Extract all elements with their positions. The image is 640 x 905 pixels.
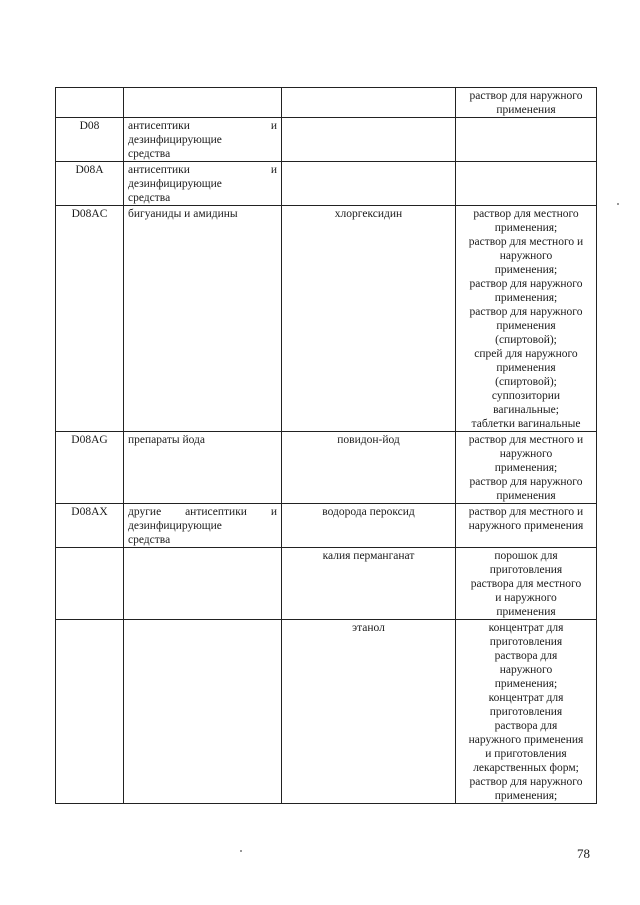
dosage-form-line: (спиртовой); <box>495 334 557 346</box>
dosage-form-line: раствор для наружного <box>469 476 583 488</box>
atc-code-cell: D08AC <box>56 206 124 432</box>
medicine-name-cell: хлоргексидин <box>282 206 456 432</box>
dosage-form-cell <box>456 206 597 432</box>
scan-speck <box>240 850 242 852</box>
page-number: 78 <box>577 846 590 861</box>
dosage-form-line: приготовления <box>489 706 563 718</box>
dosage-form-line: раствор для наружного <box>469 90 583 102</box>
group-text-line: препараты йода <box>128 434 205 446</box>
group-text-line: бигуаниды и амидины <box>128 208 238 220</box>
dosage-form-line: спрей для наружного <box>474 348 578 360</box>
dosage-form-cell <box>456 548 597 620</box>
dosage-form-line: порошок для <box>494 550 558 562</box>
anatomical-therapeutic-group-cell <box>124 88 282 118</box>
atc-code-cell: D08A <box>56 162 124 206</box>
medicine-name-cell <box>282 88 456 118</box>
dosage-form-line: концентрат для <box>488 622 564 634</box>
medicine-name-cell <box>282 162 456 206</box>
dosage-form-cell <box>456 88 597 118</box>
dosage-form-line: наружного <box>499 664 553 676</box>
table-row <box>56 162 597 206</box>
dosage-form-cell <box>456 432 597 504</box>
dosage-form-line: применения <box>496 362 556 374</box>
atc-code-cell <box>56 620 124 804</box>
table-row <box>56 548 597 620</box>
dosage-form-line: наружного <box>499 448 553 460</box>
dosage-form-line: применения <box>496 606 556 618</box>
dosage-form-line: таблетки вагинальные <box>471 418 581 430</box>
dosage-form-cell <box>456 118 597 162</box>
group-text-line: средства <box>128 192 171 204</box>
table-body <box>56 88 597 804</box>
dosage-form-line: раствор для наружного <box>469 278 583 290</box>
atc-code-cell: D08 <box>56 118 124 162</box>
medicine-name-cell: этанол <box>282 620 456 804</box>
atc-code-cell <box>56 548 124 620</box>
dosage-form-line: применения <box>496 104 556 116</box>
dosage-form-line: лекарственных форм; <box>473 762 579 774</box>
anatomical-therapeutic-group-cell <box>124 504 282 548</box>
dosage-form-line: раствор для местного и <box>468 236 584 248</box>
atc-code-cell: D08AG <box>56 432 124 504</box>
dosage-form-line: наружного применения <box>468 734 584 746</box>
table-row <box>56 88 597 118</box>
dosage-form-line: раствор для наружного <box>469 776 583 788</box>
table-row <box>56 118 597 162</box>
dosage-form-line: применения; <box>494 264 558 276</box>
dosage-form-line: раствора для местного <box>470 578 582 590</box>
dosage-form-cell <box>456 504 597 548</box>
dosage-form-line: применения; <box>494 462 558 474</box>
dosage-form-line: раствор для наружного <box>469 306 583 318</box>
dosage-form-line: применения; <box>494 292 558 304</box>
table-row <box>56 504 597 548</box>
group-text-line: дезинфицирующие <box>128 520 222 532</box>
dosage-form-line: суппозитории <box>491 390 561 402</box>
group-text-line: антисептики и <box>128 164 277 176</box>
dosage-form-line: наружного применения <box>468 520 584 532</box>
dosage-form-line: применения; <box>494 790 558 802</box>
medicine-name-cell: калия перманганат <box>282 548 456 620</box>
scan-speck <box>617 203 619 205</box>
dosage-form-cell <box>456 162 597 206</box>
anatomical-therapeutic-group-cell <box>124 620 282 804</box>
anatomical-therapeutic-group-cell <box>124 206 282 432</box>
dosage-form-line: (спиртовой); <box>495 376 557 388</box>
dosage-form-line: приготовления <box>489 564 563 576</box>
atc-code-cell: D08AX <box>56 504 124 548</box>
anatomical-therapeutic-group-cell <box>124 118 282 162</box>
medicine-name-cell: водорода пероксид <box>282 504 456 548</box>
dosage-form-cell <box>456 620 597 804</box>
anatomical-therapeutic-group-cell <box>124 162 282 206</box>
atc-code-cell <box>56 88 124 118</box>
group-text-line: антисептики и <box>128 120 277 132</box>
anatomical-therapeutic-group-cell <box>124 432 282 504</box>
dosage-form-line: применения <box>496 320 556 332</box>
dosage-form-line: и наружного <box>495 592 557 604</box>
dosage-form-line: раствор для местного и <box>468 506 584 518</box>
table-row <box>56 620 597 804</box>
dosage-form-line: применения; <box>494 222 558 234</box>
dosage-form-line: наружного <box>499 250 553 262</box>
group-text-line: средства <box>128 148 171 160</box>
group-text-line: другие антисептики и <box>128 506 277 518</box>
dosage-form-line: раствор для местного и <box>468 434 584 446</box>
medicine-name-cell <box>282 118 456 162</box>
table-row <box>56 432 597 504</box>
dosage-form-line: приготовления <box>489 636 563 648</box>
dosage-form-line: вагинальные; <box>493 404 559 416</box>
group-text-line: дезинфицирующие <box>128 178 222 190</box>
group-text-line: средства <box>128 534 171 546</box>
dosage-form-line: и приготовления <box>485 748 567 760</box>
dosage-form-line: применения; <box>494 678 558 690</box>
anatomical-therapeutic-group-cell <box>124 548 282 620</box>
dosage-form-line: раствора для <box>494 650 558 662</box>
table-row <box>56 206 597 432</box>
group-text-line: дезинфицирующие <box>128 134 222 146</box>
dosage-form-line: раствор для местного <box>473 208 579 220</box>
drug-classification-table <box>55 87 597 804</box>
dosage-form-line: концентрат для <box>488 692 564 704</box>
dosage-form-line: применения <box>496 490 556 502</box>
medicine-name-cell: повидон-йод <box>282 432 456 504</box>
dosage-form-line: раствора для <box>494 720 558 732</box>
